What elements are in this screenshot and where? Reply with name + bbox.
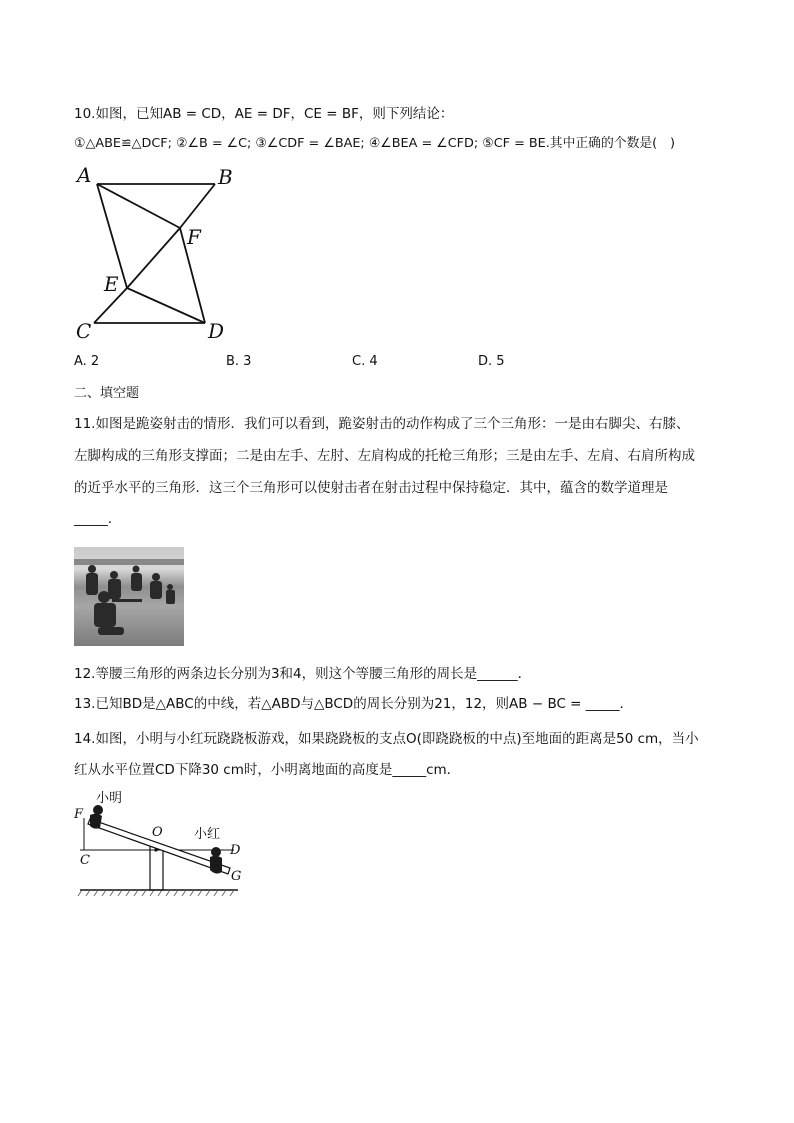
- q10-option-c[interactable]: C. 4: [352, 354, 378, 369]
- q13-text: 13.已知BD是△ABC的中线，若△ABD与△BCD的周长分别为21，12，则AB − BC = _____．: [74, 696, 634, 712]
- label-c: C: [76, 319, 92, 343]
- q12-text: 12.等腰三角形的两条边长分别为3和4，则这个等腰三角形的周长是______．: [74, 666, 532, 682]
- q14-line-2: 红从水平位置CD下降30 cm时，小明离地面的高度是_____cm．: [74, 762, 461, 778]
- label-f: F: [187, 225, 201, 249]
- seesaw-figure: [70, 788, 250, 903]
- q10-stem: 10.如图，已知AB = CD，AE = DF，CE = BF，则下列结论：: [74, 106, 454, 122]
- segment-ef: [127, 228, 180, 288]
- label-g: G: [231, 869, 242, 884]
- label-d-seesaw: D: [230, 843, 241, 858]
- segment-af: [97, 184, 180, 228]
- xiaoming-figure: [93, 805, 103, 815]
- label-a: A: [77, 163, 92, 187]
- q10-figure: [70, 160, 270, 345]
- q10-option-d[interactable]: D. 5: [478, 354, 505, 369]
- q10-conclusions: ①△ABE≌△DCF; ②∠B = ∠C; ③∠CDF = ∠BAE; ④∠BEA = ∠CFD; ⑤CF = BE.其中正确的个数是( ): [74, 136, 675, 151]
- q14-line-1: 14.如图，小明与小红玩跷跷板游戏，如果跷跷板的支点O(即跷跷板的中点)至地面的距离是50 cm，当小: [74, 731, 699, 747]
- segment-ed: [127, 288, 205, 323]
- q11-line-2: 左脚构成的三角形支撑面；二是由左手、左肘、左肩构成的托枪三角形；三是由左手、左肩、右肩所构成: [74, 448, 695, 464]
- xiaohong-figure: [211, 847, 221, 857]
- label-o: O: [152, 825, 163, 840]
- section-title: 二、填空题: [74, 386, 140, 401]
- q11-line-3: 的近乎水平的三角形．这三个三角形可以使射击者在射击过程中保持稳定．其中，蕴含的数学道理是: [74, 480, 668, 496]
- label-f-seesaw: F: [74, 807, 84, 822]
- label-b: B: [218, 165, 233, 189]
- label-xiaoming: 小明: [96, 791, 123, 806]
- q10-option-b[interactable]: B. 3: [226, 354, 252, 369]
- seesaw-support: [150, 846, 163, 890]
- label-c-seesaw: C: [80, 853, 90, 868]
- label-d: D: [208, 319, 225, 343]
- segment-bf: [180, 184, 215, 228]
- label-e: E: [104, 272, 119, 296]
- q11-line-1: 11.如图是跪姿射击的情形．我们可以看到，跪姿射击的动作构成了三个三角形：一是由右脚尖、右膝、: [74, 416, 690, 432]
- q11-line-4: _____.: [74, 511, 113, 527]
- label-xiaohong: 小红: [194, 827, 221, 842]
- q10-option-a[interactable]: A. 2: [74, 354, 100, 369]
- kneeling-shooting-photo: [74, 547, 184, 646]
